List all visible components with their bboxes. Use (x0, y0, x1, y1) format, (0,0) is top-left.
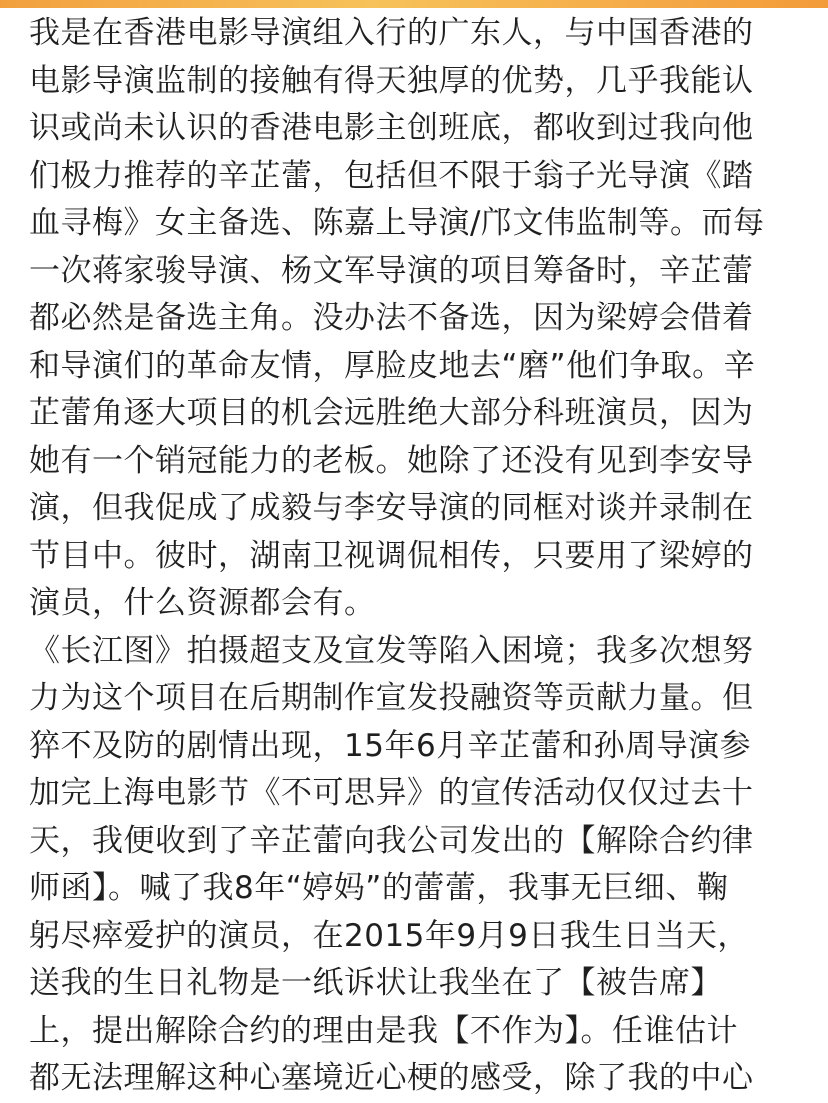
article-line: 加完上海电影节《不可思异》的宣传活动仅仅过去十 (29, 775, 754, 811)
article-line: 们极力推荐的辛芷蕾，包括但不限于翁子光导演《踏 (29, 157, 754, 194)
article-line: 一次蒋家骏导演、杨文军导演的项目筹备时，辛芷蕾 (29, 252, 754, 289)
article-line: 识或尚未认识的香港电影主创班底，都收到过我向他 (29, 110, 754, 146)
article-line: 演员，什么资源都会有。 (29, 585, 376, 621)
article-line: 都无法理解这种心塞境近心梗的感受，除了我的中心 (29, 1060, 754, 1096)
article-line: 送我的生日礼物是一纸诉状让我坐在了【被告席】 (29, 965, 722, 1001)
article-line: 血寻梅》女主备选、陈嘉上导演/邝文伟监制等。而每 (29, 205, 765, 241)
article-line: 都必然是备选主角。没办法不备选，因为梁婷会借着 (29, 300, 754, 336)
article-line: 上，提出解除合约的理由是我【不作为】。任谁估计 (29, 1012, 738, 1049)
article-line: 猝不及防的剧情出现，15年6月辛芷蕾和孙周导演参 (29, 727, 752, 764)
article-line: 她有一个销冠能力的老板。她除了还没有见到李安导 (29, 442, 754, 479)
article-line: 躬尽瘁爱护的演员，在2015年9月9日我生日当天， (29, 917, 749, 954)
article-line: 和导演们的革命友情，厚脸皮地去“磨”他们争取。辛 (29, 347, 756, 384)
article-line: 电影导演监制的接触有得天独厚的优势，几乎我能认 (29, 62, 754, 99)
article-line: 师函】。喊了我8年“婷妈”的蕾蕾，我事无巨细、鞠 (29, 870, 729, 906)
article-line: 演，但我促成了成毅与李安导演的同框对谈并录制在 (29, 490, 754, 526)
article-line: 节目中。彼时，湖南卫视调侃相传，只要用了梁婷的 (29, 537, 754, 574)
article-body (29, 10, 819, 1096)
article-line: 《长江图》拍摄超支及宣发等陷入困境；我多次想努 (29, 632, 754, 669)
top-accent-strip (0, 0, 828, 8)
article-line: 我是在香港电影导演组入行的广东人，与中国香港的 (29, 15, 754, 51)
article-line: 力为这个项目在后期制作宣发投融资等贡献力量。但 (29, 680, 754, 716)
article-line: 天，我便收到了辛芷蕾向我公司发出的【解除合约律 (29, 822, 754, 859)
article-line: 芷蕾角逐大项目的机会远胜绝大部分科班演员，因为 (29, 395, 754, 431)
